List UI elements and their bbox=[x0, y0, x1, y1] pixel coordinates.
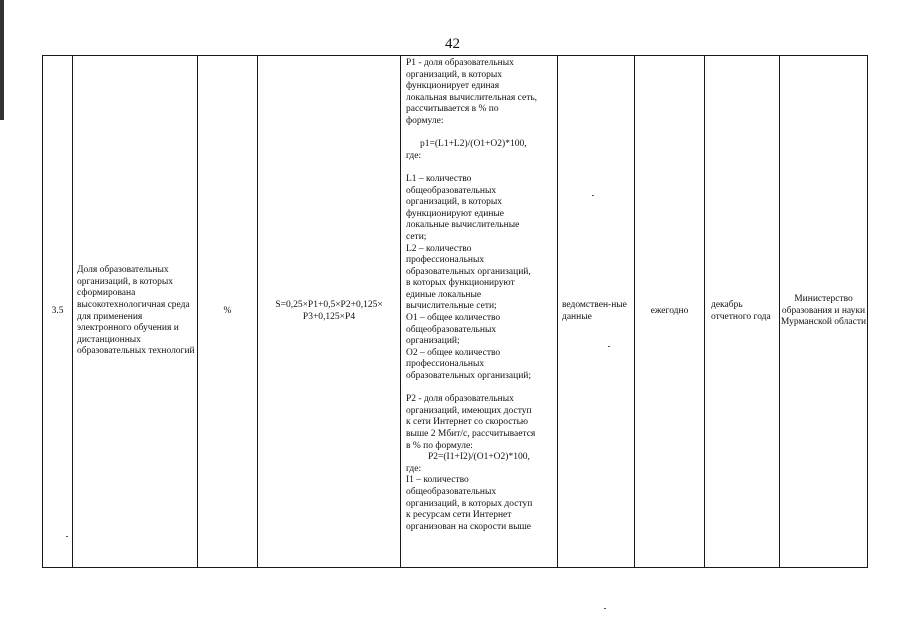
method-lines bbox=[406, 58, 554, 533]
method-line: общеобразовательных bbox=[406, 324, 497, 335]
method-line: в которых функционируют bbox=[406, 278, 515, 289]
indicator-name: Доля образовательных организаций, в которых сформирована высокотехнологичная среда для применения электронного обучения и дистанционных образовательных технологий bbox=[73, 56, 198, 568]
method-line: единые локальные bbox=[406, 289, 482, 300]
method-line: где: bbox=[406, 463, 422, 474]
method-line: организован на скорости выше bbox=[406, 521, 532, 532]
method-line: локальные вычислительные bbox=[406, 220, 520, 231]
method-line: общеобразовательных bbox=[406, 486, 497, 497]
method-line: к сети Интернет со скоростью bbox=[406, 417, 529, 428]
method-line: функционирует единая bbox=[406, 81, 500, 92]
method-description bbox=[401, 56, 558, 568]
method-line: в % по формуле: bbox=[406, 440, 473, 451]
method-line: p1=(L1+L2)/(O1+O2)*100, bbox=[420, 139, 527, 150]
method-line: O2 – общее количество bbox=[406, 347, 501, 358]
method-line: рассчитывается в % по bbox=[406, 104, 499, 115]
method-blank-line bbox=[406, 383, 554, 395]
method-line: образовательных организаций, bbox=[406, 266, 531, 277]
method-line: L1 – количество bbox=[406, 173, 472, 184]
unit-of-measure: % bbox=[198, 56, 258, 568]
method-line: общеобразовательных bbox=[406, 185, 497, 196]
method-line: организаций, имеющих доступ bbox=[406, 405, 532, 416]
method-line: организаций; bbox=[406, 336, 460, 347]
page-edge-mark bbox=[0, 0, 4, 120]
scan-speck bbox=[592, 195, 594, 196]
method-line: организаций, в которых доступ bbox=[406, 498, 533, 509]
page-number: 42 bbox=[445, 36, 460, 52]
method-blank-line bbox=[406, 162, 554, 174]
method-line: Р1 - доля образовательных bbox=[406, 58, 514, 68]
method-line: выше 2 Мбит/с, рассчитывается bbox=[406, 429, 536, 439]
method-line: к ресурсам сети Интернет bbox=[406, 510, 512, 521]
method-line: I1 – количество bbox=[406, 475, 469, 486]
responsible-body: Министерство образования и науки Мурманской области bbox=[780, 56, 868, 568]
method-line: образовательных организаций; bbox=[406, 371, 532, 382]
calculation-formula: S=0,25×P1+0,5×P2+0,125× P3+0,125×P4 bbox=[258, 56, 401, 568]
method-line: организаций, в которых bbox=[406, 197, 503, 208]
indicator-table bbox=[42, 55, 868, 568]
table-row bbox=[43, 56, 868, 568]
method-line: вычислительные сети; bbox=[406, 301, 497, 312]
data-source: ведомствен-ные данные bbox=[558, 56, 635, 568]
method-line: O1 – общее количество bbox=[406, 313, 501, 324]
method-line: L2 – количество bbox=[406, 243, 472, 254]
method-line: локальная вычислительная сеть, bbox=[406, 92, 538, 103]
method-line: профессиональных bbox=[406, 255, 485, 266]
scan-speck bbox=[608, 346, 610, 347]
periodicity: ежегодно bbox=[635, 56, 705, 568]
method-line: функционируют единые bbox=[406, 208, 505, 219]
scan-speck bbox=[66, 536, 68, 537]
method-line: где: bbox=[406, 150, 422, 161]
scan-speck bbox=[604, 608, 606, 609]
method-line: сети; bbox=[406, 231, 427, 242]
method-blank-line bbox=[406, 128, 554, 140]
method-line: формуле: bbox=[406, 115, 444, 126]
method-line: профессиональных bbox=[406, 359, 485, 370]
deadline: декабрь отчетного года bbox=[705, 56, 780, 568]
method-line: организаций, в которых bbox=[406, 69, 503, 80]
method-line: P2=(I1+I2)/(O1+O2)*100, bbox=[428, 452, 530, 463]
method-line: P2 - доля образовательных bbox=[406, 394, 514, 405]
row-number: 3.5 bbox=[43, 56, 73, 568]
